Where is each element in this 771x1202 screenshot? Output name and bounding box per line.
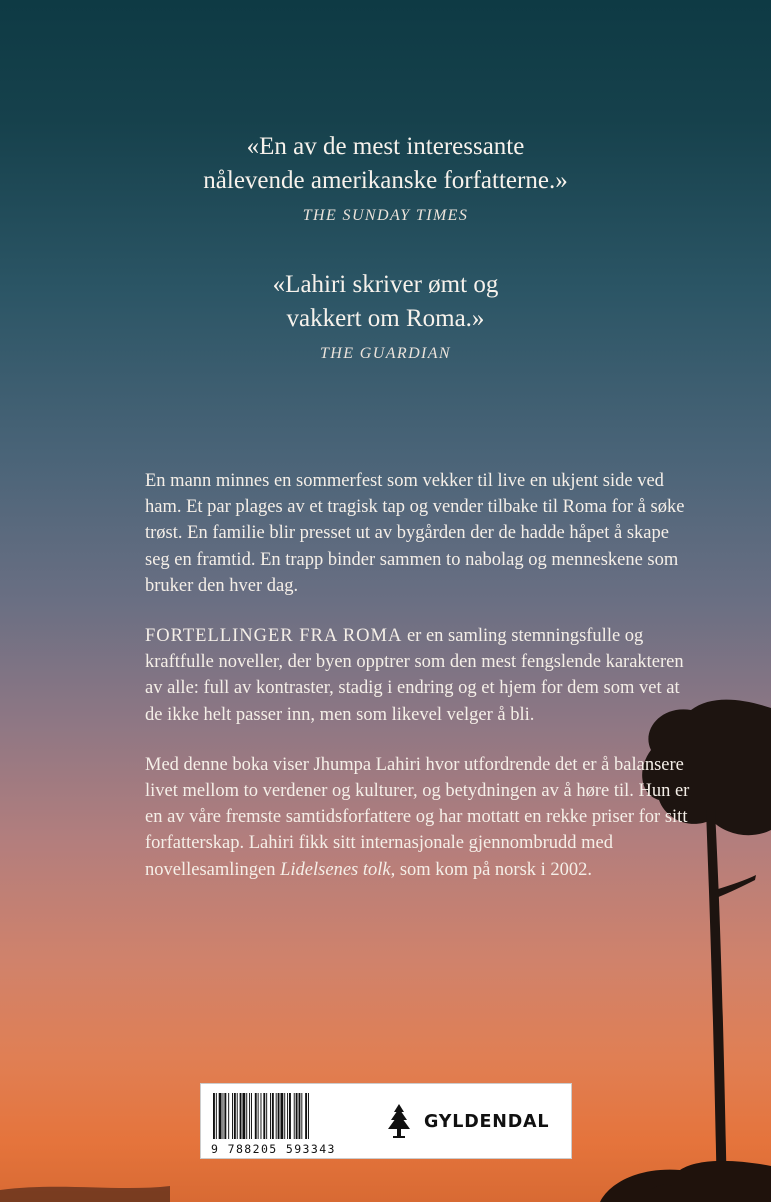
book-title: FORTELLINGER FRA ROMA	[145, 626, 403, 647]
paragraph-3-ending: , som kom på norsk i 2002.	[390, 859, 593, 880]
publisher-name: GYLDENDAL	[424, 1112, 550, 1132]
book-description	[145, 468, 690, 907]
quote-text: «En av de mest interessante nålevende amerikanske forfatterne.»	[203, 133, 568, 194]
publisher-logo	[384, 1102, 549, 1142]
barcode	[211, 1093, 371, 1143]
paragraph-3-text: Med denne boka viser Jhumpa Lahiri hvor utfordrende det er å balansere livet mellom to verdener og kulturer, og betydningen av å høre til. Hun er en av våre fremste samtidsforfattere og har mottatt en rekke priser for sitt forfatterskap. Lahiri fikk sitt internasjonale gjennombrudd med novellesamlingen	[145, 754, 690, 880]
review-quote-2	[0, 268, 771, 363]
quote-text: «Lahiri skriver ømt og vakkert om Roma.»	[272, 271, 499, 332]
description-paragraph-2	[145, 623, 690, 728]
paragraph-2-text: er en samling stemningsfulle og kraftfulle noveller, der byen opptrer som den mest fengslende karakteren av alle: full av kontraster, stadig i endring og et hjem for dem som vet at de ikke helt passer inn, men som likevel velger å bli.	[145, 626, 684, 725]
review-quote-1	[0, 130, 771, 225]
pine-tree-icon	[384, 1103, 414, 1141]
description-paragraph-1: En mann minnes en sommerfest som vekker til live en ukjent side ved ham. Et par plages av et tragisk tap og vender tilbake til Roma for å søke trøst. En familie blir presset ut av bygården der de hadde håpet å skape seg en framtid. En trapp binder sammen to nabolag og menneskene som bruker den hver dag.	[145, 471, 685, 596]
referenced-book-title: Lidelsenes tolk	[280, 859, 391, 880]
quote-source: THE SUNDAY TIMES	[302, 207, 469, 224]
quote-source: THE GUARDIAN	[319, 345, 451, 362]
barcode-panel	[200, 1083, 572, 1159]
description-paragraph-3	[145, 752, 690, 883]
isbn-number: 9 788205 593343	[211, 1142, 336, 1156]
